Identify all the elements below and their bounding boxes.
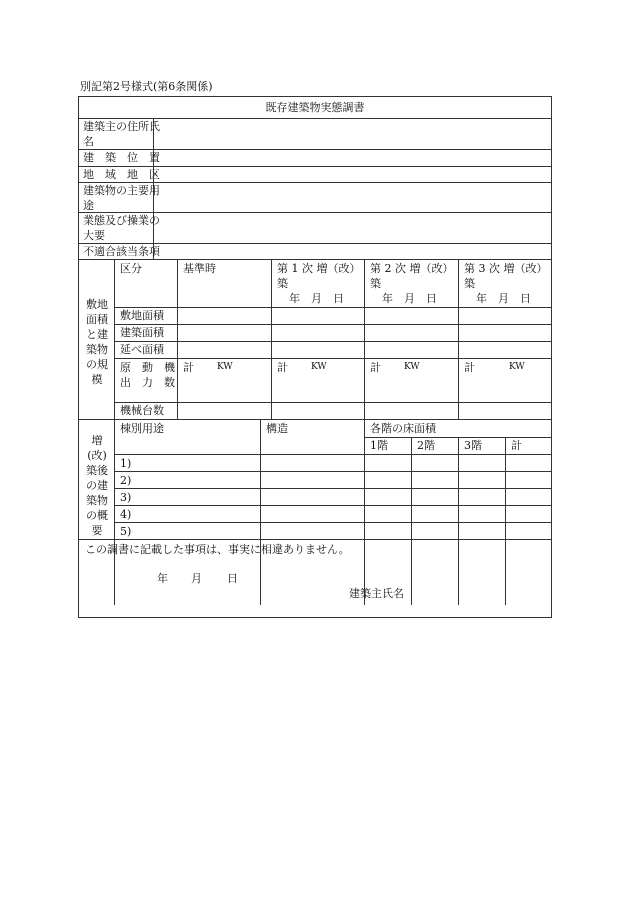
divider: [114, 505, 551, 506]
base-kei: 計: [183, 361, 194, 374]
divider: [79, 419, 551, 420]
machine-count-label: 機械台数: [120, 404, 164, 417]
date-year: 年: [157, 572, 168, 585]
divider: [364, 437, 551, 438]
structure-header: 構造: [266, 422, 288, 435]
ext3-date: 年 月 日: [476, 292, 531, 305]
base-time-header: 基準時: [183, 262, 216, 275]
base-kw: KW: [217, 362, 233, 372]
divider: [458, 259, 459, 419]
list-item: 1): [120, 457, 132, 470]
ext1-kw: KW: [311, 362, 327, 372]
list-item: 2): [120, 474, 132, 487]
main-use-label: 建築物の主要用: [83, 184, 160, 197]
ext3-kw: KW: [509, 362, 525, 372]
scale-side-label: 敷地 面積 と建 築物 の規 模: [86, 298, 108, 386]
business-label: 業態及び操業の: [83, 214, 160, 227]
divider: [411, 437, 412, 605]
building-area-label: 建築面積: [120, 326, 164, 339]
owner-address-label: 建築主の住所氏: [83, 120, 160, 133]
ext2-header: 第 2 次 増（改）: [370, 262, 454, 275]
divider: [114, 307, 551, 308]
district-label: 地 域 地 区: [83, 168, 160, 181]
floor3-header: 3階: [464, 439, 482, 452]
floor2-header: 2階: [417, 439, 435, 452]
divider: [260, 419, 261, 605]
ext1-header-cont: 築: [277, 277, 288, 290]
floor-area-by-floor-header: 各階の床面積: [370, 422, 436, 435]
divider: [505, 437, 506, 605]
form-title: 既存建築物実態調書: [265, 101, 365, 114]
ext2-date: 年 月 日: [382, 292, 437, 305]
divider: [364, 419, 365, 605]
divider: [114, 454, 551, 455]
motor-output-label-cont: 出 力 数: [120, 376, 175, 389]
floor1-header: 1階: [370, 439, 388, 452]
list-item: 4): [120, 508, 132, 521]
date-month: 月: [191, 572, 202, 585]
ext1-kei: 計: [277, 361, 288, 374]
ext3-kei: 計: [464, 361, 475, 374]
ext2-header-cont: 築: [370, 277, 381, 290]
ext1-header: 第 1 次 増（改）: [277, 262, 361, 275]
motor-output-label: 原 動 機: [120, 361, 175, 374]
after-side-label: 増 (改) 築後 の建 築物 の概 要: [86, 434, 108, 537]
ext2-kei: 計: [370, 361, 381, 374]
divider: [79, 259, 551, 260]
ext3-header: 第 3 次 増（改）: [464, 262, 548, 275]
divider: [114, 471, 551, 472]
category-header: 区分: [120, 262, 142, 275]
location-label: 建 築 位 置: [83, 151, 160, 164]
site-area-label: 敷地面積: [120, 309, 164, 322]
survey-form: [78, 96, 552, 618]
divider: [458, 437, 459, 605]
divider: [364, 259, 365, 419]
nonconforming-label: 不適合該当条項: [83, 245, 160, 258]
list-item: 5): [120, 525, 132, 538]
divider: [114, 324, 551, 325]
divider: [114, 402, 551, 403]
owner-address-label-cont: 名: [83, 135, 94, 148]
business-label-cont: 大要: [83, 229, 105, 242]
main-use-label-cont: 途: [83, 199, 94, 212]
divider: [114, 358, 551, 359]
floor-area-label: 延べ面積: [120, 343, 164, 356]
list-item: 3): [120, 491, 132, 504]
divider: [177, 259, 178, 419]
divider: [114, 488, 551, 489]
divider: [114, 522, 551, 523]
divider: [114, 341, 551, 342]
divider: [79, 539, 551, 540]
ext3-header-cont: 築: [464, 277, 475, 290]
floor-total-header: 計: [511, 439, 522, 452]
form-label: 別記第2号様式(第6条関係): [80, 80, 213, 93]
divider: [271, 259, 272, 419]
date-day: 日: [227, 572, 238, 585]
ext1-date: 年 月 日: [289, 292, 344, 305]
use-by-building-header: 棟別用途: [120, 422, 164, 435]
owner-name-label: 建築主氏名: [349, 587, 404, 600]
ext2-kw: KW: [404, 362, 420, 372]
declaration-text: この調書に記載した事項は、事実に相違ありません。: [85, 543, 350, 556]
